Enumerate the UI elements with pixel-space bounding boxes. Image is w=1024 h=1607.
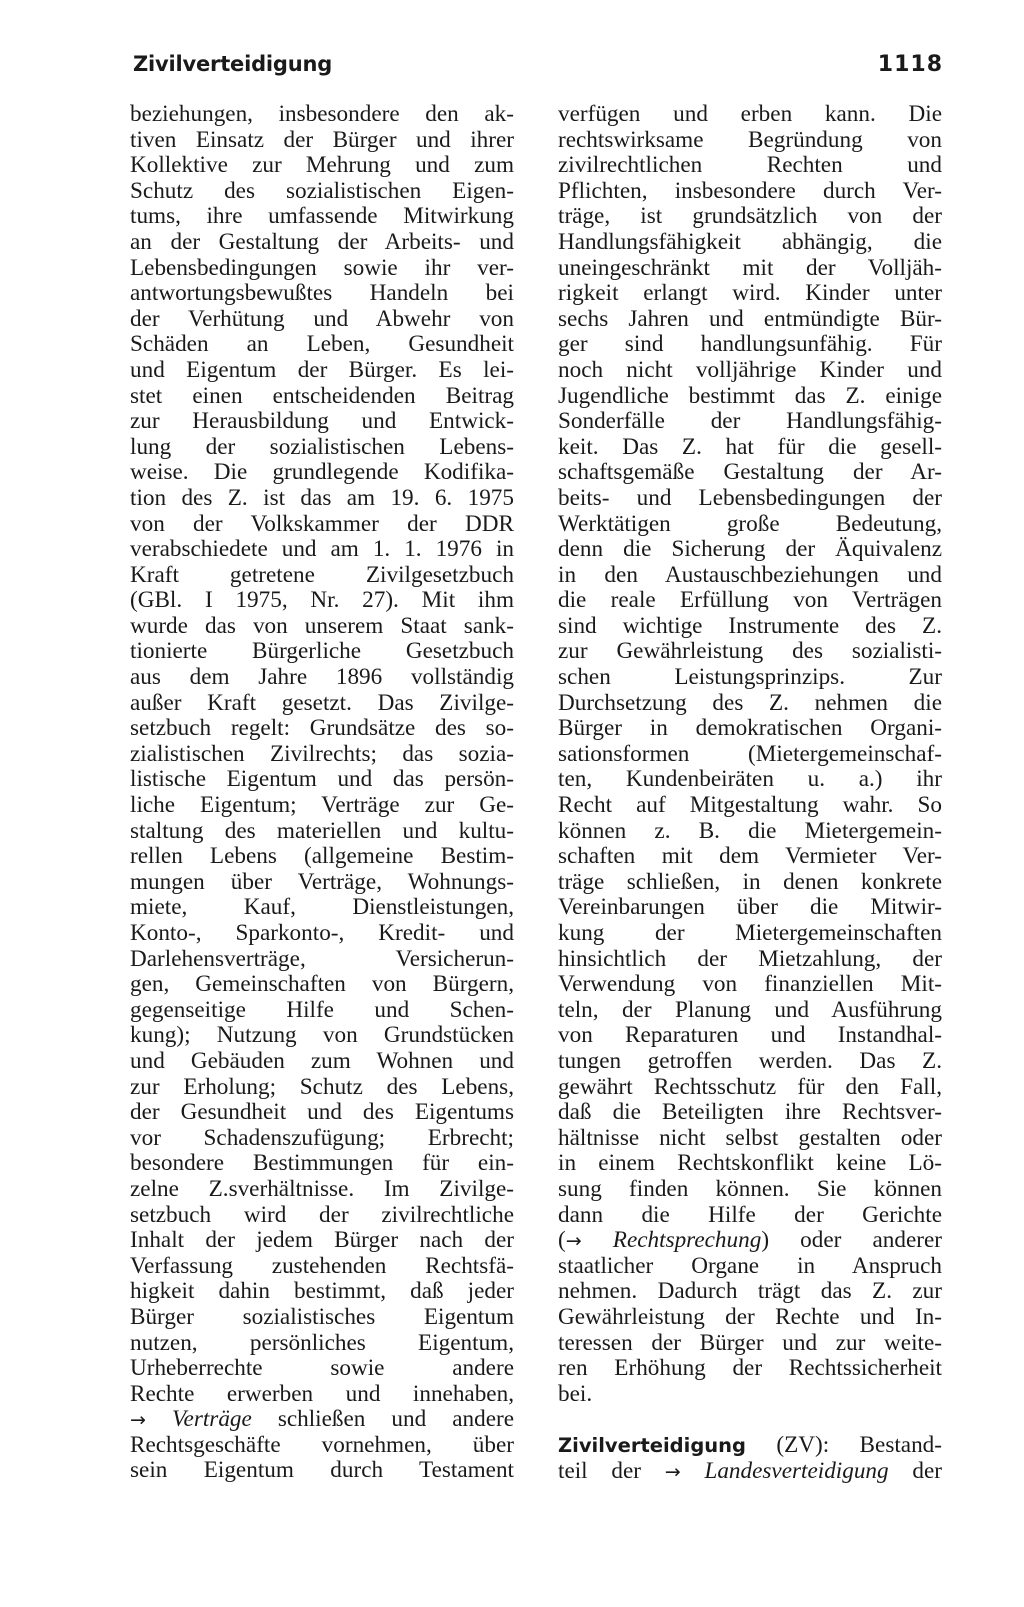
text-line: an der Gestaltung der Arbeits- und xyxy=(130,228,514,255)
text-line: weise. Die grundlegende Kodifika- xyxy=(130,459,514,486)
text-line: Schutz des sozialistischen Eigen- xyxy=(130,177,514,204)
text-line: setzbuch regelt: Grundsätze des so- xyxy=(130,715,514,742)
text-line: Verfassung zustehenden Rechtsfä- xyxy=(130,1252,514,1279)
text-line: Inhalt der jedem Bürger nach der xyxy=(130,1227,514,1254)
text-line: higkeit dahin bestimmt, daß jeder xyxy=(130,1278,514,1305)
text-line: daß die Beteiligten ihre Rechtsver- xyxy=(558,1099,942,1126)
text-line: zur Herausbildung und Entwick- xyxy=(130,408,514,435)
text-fragment: ( xyxy=(558,1227,566,1254)
text-line: der Verhütung und Abwehr von xyxy=(130,305,514,332)
cross-reference-landesverteidigung[interactable]: Landesverteidigung xyxy=(704,1457,889,1484)
text-line: (GBl. I 1975, Nr. 27). Mit ihm xyxy=(130,587,514,614)
cross-reference-line xyxy=(558,1459,942,1485)
text-line: zelne Z.sverhältnisse. Im Zivilge- xyxy=(130,1175,514,1202)
text-line: teressen der Bürger und zur weite- xyxy=(558,1329,942,1356)
text-line: wurde das von unserem Staat sank- xyxy=(130,612,514,639)
text-line: liche Eigentum; Verträge zur Ge- xyxy=(130,792,514,819)
text-line: sind wichtige Instrumente des Z. xyxy=(558,612,942,639)
text-line: Pflichten, insbesondere durch Ver- xyxy=(558,177,942,204)
text-line: Bürger sozialistisches Eigentum xyxy=(130,1303,514,1330)
text-line: bei. xyxy=(558,1380,593,1407)
text-line: sung finden können. Sie können xyxy=(558,1175,942,1202)
text-line: ger sind handlungsunfähig. Für xyxy=(558,331,942,358)
cross-reference-vertraege[interactable]: Verträge xyxy=(171,1406,252,1433)
text-line: beits- und Lebensbedingungen der xyxy=(558,484,942,511)
text-line: der Gesundheit und des Eigentums xyxy=(130,1099,514,1126)
text-line: Verwendung von finanziellen Mit- xyxy=(558,971,942,998)
text-line: miete, Kauf, Dienstleistungen, xyxy=(130,894,514,921)
text-line: gen, Gemeinschaften von Bürgern, xyxy=(130,971,514,998)
text-line: nutzen, persönliches Eigentum, xyxy=(130,1329,514,1356)
text-line: in einem Rechtskonflikt keine Lö- xyxy=(558,1150,942,1177)
running-header xyxy=(133,52,943,86)
text-line: Bürger in demokratischen Organi- xyxy=(558,715,942,742)
right-column xyxy=(558,102,942,1484)
text-line: sein Eigentum durch Testament xyxy=(130,1457,514,1484)
text-line: außer Kraft gesetzt. Das Zivilge- xyxy=(130,689,514,716)
text-fragment: schließen und andere xyxy=(251,1406,515,1433)
text-line: rechtswirksame Begründung von xyxy=(558,126,942,153)
left-column xyxy=(130,102,514,1484)
text-line: listische Eigentum und das persön- xyxy=(130,766,514,793)
text-line: setzbuch wird der zivilrechtliche xyxy=(130,1201,514,1228)
text-line: verabschiedete und am 1. 1. 1976 in xyxy=(130,536,514,563)
text-line: Recht auf Mitgestaltung wahr. So xyxy=(558,792,942,819)
text-line: Jugendliche bestimmt das Z. einige xyxy=(558,382,942,409)
text-line: die reale Erfüllung von Verträgen xyxy=(558,587,942,614)
text-line: nehmen. Dadurch trägt das Z. zur xyxy=(558,1278,942,1305)
text-line: können z. B. die Mietergemein- xyxy=(558,817,942,844)
text-line: und Eigentum der Bürger. Es lei- xyxy=(130,356,514,383)
text-line: Werktätigen große Bedeutung, xyxy=(558,510,942,537)
text-fragment: ) oder anderer xyxy=(761,1227,942,1254)
text-line: von Reparaturen und Instandhal- xyxy=(558,1022,942,1049)
text-line: Kollektive zur Mehrung und zum xyxy=(130,152,514,179)
text-line: keit. Das Z. hat für die gesell- xyxy=(558,433,942,460)
entry-separator xyxy=(558,1407,942,1433)
text-line: träge, ist grundsätzlich von der xyxy=(558,203,942,230)
text-line: zialistischen Zivilrechts; das sozia- xyxy=(130,740,514,767)
text-line: mungen über Verträge, Wohnungs- xyxy=(130,868,514,895)
text-line: Schäden an Leben, Gesundheit xyxy=(130,331,514,358)
text-line: rellen Lebens (allgemeine Bestim- xyxy=(130,843,514,870)
text-line: Rechte erwerben und innehaben, xyxy=(130,1380,514,1407)
text-line: beziehungen, insbesondere den ak- xyxy=(130,101,514,127)
text-line: lung der sozialistischen Lebens- xyxy=(130,433,514,460)
text-line: uneingeschränkt mit der Volljäh- xyxy=(558,254,942,281)
cross-reference-arrow-icon: → xyxy=(664,1460,681,1483)
text-line: Sonderfälle der Handlungsfähig- xyxy=(558,408,942,435)
text-line: vor Schadenszufügung; Erbrecht; xyxy=(130,1124,514,1151)
text-line: Darlehensverträge, Versicherun- xyxy=(130,945,514,972)
cross-reference-line xyxy=(130,1407,514,1433)
text-line: schen Leistungsprinzips. Zur xyxy=(558,664,942,691)
text-line: zivilrechtlichen Rechten und xyxy=(558,152,942,179)
text-line: tums, ihre umfassende Mitwirkung xyxy=(130,203,514,230)
text-line: Kraft getretene Zivilgesetzbuch xyxy=(130,561,514,588)
text-line: ren Erhöhung der Rechtssicherheit xyxy=(558,1355,942,1382)
text-line: tungen getroffen werden. Das Z. xyxy=(558,1047,942,1074)
text-line: rigkeit erlangt wird. Kinder unter xyxy=(558,280,942,307)
text-line: träge schließen, in denen konkrete xyxy=(558,868,942,895)
text-line: noch nicht volljährige Kinder und xyxy=(558,356,942,383)
text-line: denn die Sicherung der Äquivalenz xyxy=(558,536,942,563)
text-line: aus dem Jahre 1896 vollständig xyxy=(130,664,514,691)
text-line: tiven Einsatz der Bürger und ihrer xyxy=(130,126,514,153)
text-line: ten, Kundenbeiräten u. a.) ihr xyxy=(558,766,942,793)
text-line: Handlungsfähigkeit abhängig, die xyxy=(558,228,942,255)
running-headword: Zivilverteidigung xyxy=(133,52,333,76)
text-line: tion des Z. ist das am 19. 6. 1975 xyxy=(130,484,514,511)
text-line: sationsformen (Mietergemeinschaf- xyxy=(558,740,942,767)
text-line: Gewährleistung der Rechte und In- xyxy=(558,1303,942,1330)
text-line: gewährt Rechtsschutz für den Fall, xyxy=(558,1073,942,1100)
text-fragment: teil der xyxy=(558,1457,665,1484)
text-line: Urheberrechte sowie andere xyxy=(130,1355,514,1382)
text-line: hältnisse nicht selbst gestalten oder xyxy=(558,1124,942,1151)
text-line: sechs Jahren und entmündigte Bür- xyxy=(558,305,942,332)
page-number: 1118 xyxy=(877,52,943,77)
cross-reference-arrow-icon: → xyxy=(565,1230,582,1253)
text-line: schaften mit dem Vermieter Ver- xyxy=(558,843,942,870)
text-line: Durchsetzung des Z. nehmen die xyxy=(558,689,942,716)
text-line: Vereinbarungen über die Mitwir- xyxy=(558,894,942,921)
entry-start-line xyxy=(558,1433,942,1459)
text-line: gegenseitige Hilfe und Schen- xyxy=(130,996,514,1023)
cross-reference-arrow-icon: → xyxy=(130,1409,146,1432)
text-line: verfügen und erben kann. Die xyxy=(558,101,942,127)
text-line: stet einen entscheidenden Beitrag xyxy=(130,382,514,409)
text-line: dann die Hilfe der Gerichte xyxy=(558,1201,942,1228)
text-fragment: der xyxy=(888,1457,942,1484)
text-line: teln, der Planung und Ausführung xyxy=(558,996,942,1023)
text-line: kung der Mietergemeinschaften xyxy=(558,920,942,946)
text-line: in den Austauschbeziehungen und xyxy=(558,561,942,588)
text-line: zur Gewährleistung des sozialisti- xyxy=(558,638,942,665)
text-line: staltung des materiellen und kultu- xyxy=(130,817,514,844)
text-line: schaftsgemäße Gestaltung der Ar- xyxy=(558,459,942,486)
text-line: Rechtsgeschäfte vornehmen, über xyxy=(130,1431,514,1458)
text-line: Lebensbedingungen sowie ihr ver- xyxy=(130,254,514,281)
text-line: zur Erholung; Schutz des Lebens, xyxy=(130,1073,514,1100)
cross-reference-rechtsprechung[interactable]: Rechtsprechung xyxy=(612,1227,762,1254)
text-line: staatlicher Organe in Anspruch xyxy=(558,1252,942,1279)
text-line: und Gebäuden zum Wohnen und xyxy=(130,1047,514,1074)
text-fragment: (ZV): Bestand- xyxy=(746,1432,942,1459)
cross-reference-line xyxy=(558,1228,942,1254)
text-line: Konto-, Sparkonto-, Kredit- und xyxy=(130,920,514,946)
text-line: von der Volkskammer der DDR xyxy=(130,510,514,537)
entry-headword: Zivilverteidigung xyxy=(558,1434,747,1458)
text-line: besondere Bestimmungen für ein- xyxy=(130,1150,514,1177)
text-line: tionierte Bürgerliche Gesetzbuch xyxy=(130,638,514,665)
text-line: hinsichtlich der Mietzahlung, der xyxy=(558,945,942,972)
text-line: kung); Nutzung von Grundstücken xyxy=(130,1022,514,1049)
text-line: antwortungsbewußtes Handeln bei xyxy=(130,280,514,307)
